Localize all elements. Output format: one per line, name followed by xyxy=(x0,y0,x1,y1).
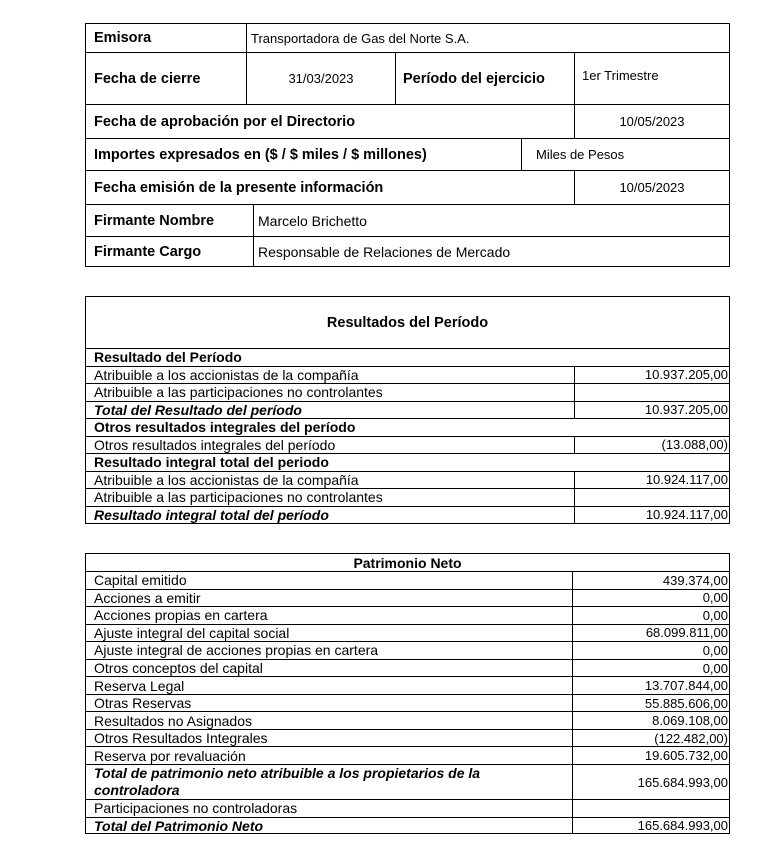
col-divider xyxy=(572,694,573,712)
col-divider xyxy=(574,471,575,489)
row-value xyxy=(575,384,730,401)
col-divider xyxy=(572,589,573,607)
row-label: Capital emitido xyxy=(94,572,187,589)
col-divider xyxy=(572,641,573,659)
row-value: 8.069.108,00 xyxy=(652,713,728,729)
row-label: Atribuible a los accionistas de la compañía xyxy=(94,366,359,383)
patrimonio-title: Patrimonio Neto xyxy=(353,554,462,571)
row-value xyxy=(575,489,730,506)
periodo-value: 1er Trimestre xyxy=(582,68,659,83)
col-divider xyxy=(572,764,573,799)
row-value: 10.937.205,00 xyxy=(644,402,728,418)
col-divider xyxy=(574,506,575,524)
row-label: Resultado integral total del período xyxy=(94,506,329,523)
row-value: 165.684.993,00 xyxy=(637,774,728,790)
row-value: 165.684.993,00 xyxy=(637,818,728,834)
fecha-aprobacion-value: 10/05/2023 xyxy=(619,114,685,129)
row-value: 0,00 xyxy=(702,607,728,623)
periodo-label: Período del ejercicio xyxy=(403,70,545,87)
col-divider xyxy=(574,366,575,384)
col-divider xyxy=(574,401,575,419)
col-divider xyxy=(572,571,573,589)
col-divider xyxy=(572,799,573,817)
col-divider xyxy=(574,488,575,506)
row-label: Otros conceptos del capital xyxy=(94,660,263,677)
emisora-value: Transportadora de Gas del Norte S.A. xyxy=(251,30,470,46)
row-value: 0,00 xyxy=(702,590,728,606)
importes-label: Importes expresados en ($ / $ miles / $ millones) xyxy=(94,146,427,163)
col-divider xyxy=(574,436,575,454)
row-label: Acciones a emitir xyxy=(94,589,201,606)
row-label: Reserva Legal xyxy=(94,677,185,694)
row-label: Total de patrimonio neto atribuible a los propietarios de la controladora xyxy=(94,765,481,799)
col-divider xyxy=(572,711,573,729)
row-label: Total del Patrimonio Neto xyxy=(94,817,264,834)
row-value: 19.605.732,00 xyxy=(644,748,728,764)
row-label: Resultado integral total del periodo xyxy=(94,454,329,471)
col-divider xyxy=(574,383,575,401)
firmante-cargo-label: Firmante Cargo xyxy=(94,243,202,260)
row-value: 68.099.811,00 xyxy=(645,625,728,641)
firmante-nombre-label: Firmante Nombre xyxy=(94,212,215,229)
row-label: Atribuible a los accionistas de la compañía xyxy=(94,471,359,488)
col-divider xyxy=(572,676,573,694)
fecha-emision-label: Fecha emisión de la presente información xyxy=(94,179,384,196)
row-value: 0,00 xyxy=(702,660,728,676)
fecha-aprobacion-label: Fecha de aprobación por el Directorio xyxy=(94,113,356,130)
row-label: Otros resultados integrales del período xyxy=(94,419,356,436)
row-value xyxy=(573,800,730,817)
row-label: Participaciones no controladoras xyxy=(94,800,298,817)
row-label: Otros resultados integrales del período xyxy=(94,436,336,453)
importes-value: Miles de Pesos xyxy=(536,147,625,162)
row-label: Ajuste integral de acciones propias en cartera xyxy=(94,642,379,659)
row-label: Acciones propias en cartera xyxy=(94,607,268,624)
firmante-nombre-value: Marcelo Brichetto xyxy=(258,212,367,229)
col-divider xyxy=(572,606,573,624)
col-divider xyxy=(572,659,573,677)
row-label: Total del Resultado del período xyxy=(94,401,302,418)
col-divider xyxy=(572,817,573,835)
row-label: Ajuste integral del capital social xyxy=(94,624,290,641)
col-divider xyxy=(572,729,573,747)
row-label: Reserva por revaluación xyxy=(94,747,246,764)
row-value: (13.088,00) xyxy=(661,437,728,453)
row-value: 10.937.205,00 xyxy=(644,367,728,383)
row-label: Otras Reservas xyxy=(94,695,192,712)
col-divider xyxy=(572,747,573,765)
row-value: 10.924.117,00 xyxy=(645,507,728,523)
row-value: (122.482,00) xyxy=(654,730,728,746)
row-label: Resultados no Asignados xyxy=(94,712,252,729)
fecha-cierre-value: 31/03/2023 xyxy=(288,71,354,86)
row-label: Otros Resultados Integrales xyxy=(94,730,268,747)
fecha-emision-value: 10/05/2023 xyxy=(619,180,685,195)
resultados-title: Resultados del Período xyxy=(326,314,489,331)
row-label: Atribuible a las participaciones no controlantes xyxy=(94,384,383,401)
col-divider xyxy=(572,624,573,642)
row-value: 439.374,00 xyxy=(662,572,728,588)
row-value: 0,00 xyxy=(702,642,728,658)
row-value: 13.707.844,00 xyxy=(644,678,728,694)
firmante-cargo-value: Responsable de Relaciones de Mercado xyxy=(258,243,511,260)
emisora-label: Emisora xyxy=(94,30,152,46)
row-value: 10.924.117,00 xyxy=(645,472,728,488)
fecha-cierre-label: Fecha de cierre xyxy=(94,70,201,87)
row-value: 55.885.606,00 xyxy=(644,695,728,711)
row-label: Resultado del Período xyxy=(94,349,242,366)
row-label: Atribuible a las participaciones no controlantes xyxy=(94,489,383,506)
